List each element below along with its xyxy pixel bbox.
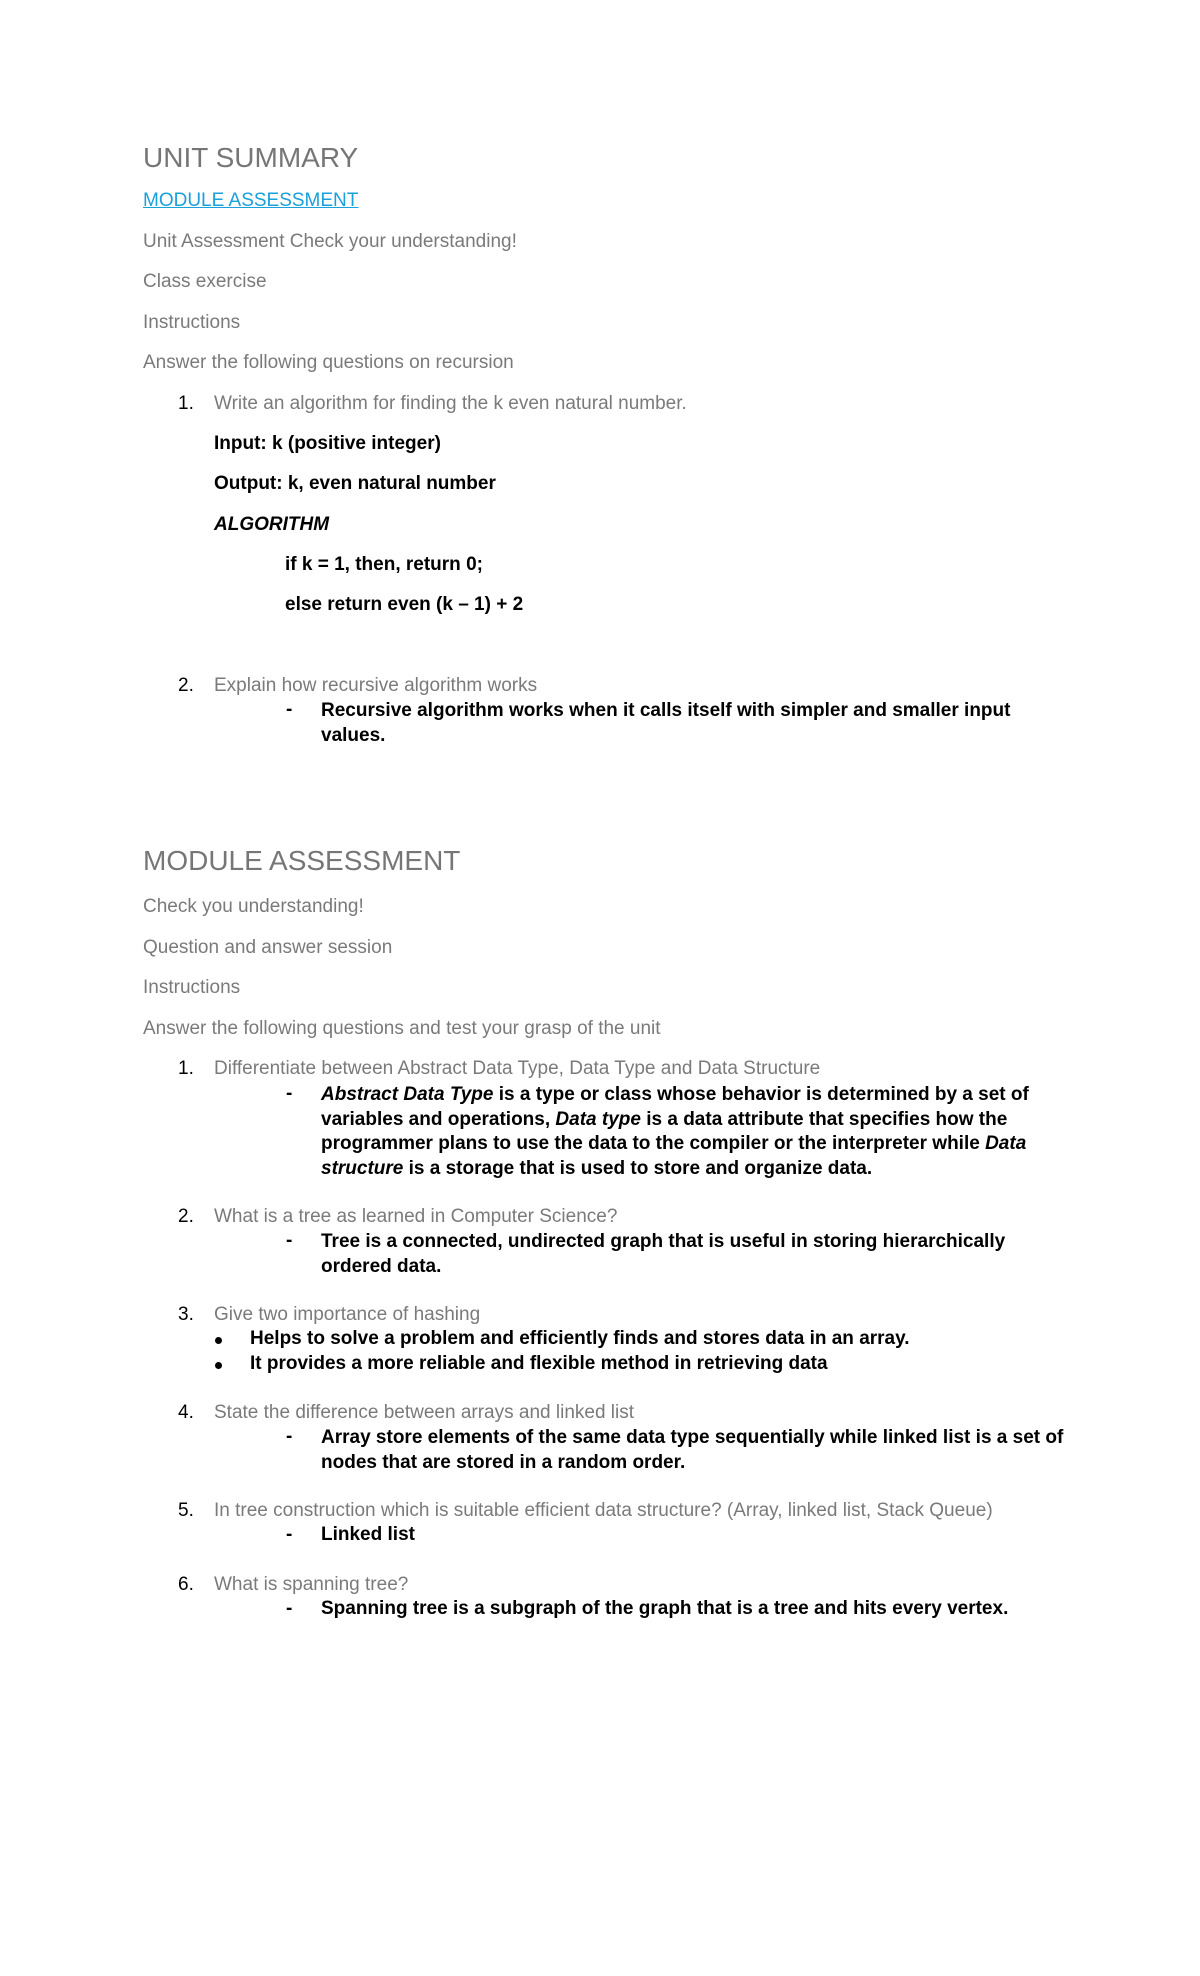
question-number: 4. (178, 1402, 194, 1423)
question-number: 1. (178, 1058, 194, 1079)
answer-text: Linked list (321, 1524, 415, 1545)
question-text: What is spanning tree? (214, 1574, 409, 1595)
question-text: What is a tree as learned in Computer Science? (214, 1206, 618, 1227)
term-data-type: Data type (555, 1108, 641, 1130)
instructions-line: Instructions (143, 312, 241, 333)
dash-marker: - (286, 1598, 293, 1619)
answer-text: Array store elements of the same data type sequentially while linked list is a set of nodes that are stored in a random order. (321, 1427, 1064, 1473)
algorithm-label: ALGORITHM (214, 514, 330, 535)
question-number: 6. (178, 1574, 194, 1595)
question-text: Write an algorithm for finding the k even natural number. (214, 393, 687, 414)
term-data-structure: Data structure (321, 1133, 1027, 1179)
answer-fragment: is a type or class whose behavior is determined by a set of variables and operations, (321, 1084, 1029, 1130)
bullet-text: Helps to solve a problem and efficiently finds and stores data in an array. (250, 1328, 910, 1349)
instructions-line: Instructions (143, 977, 241, 998)
check-understanding-line: Check you understanding! (143, 896, 364, 917)
question-number: 1. (178, 393, 194, 414)
term-abstract-data-type: Abstract Data Type (321, 1084, 494, 1105)
answer-fragment: is a storage that is used to store and organize data. (403, 1157, 873, 1179)
algorithm-line: else return even (k – 1) + 2 (285, 594, 524, 615)
bullet-text: It provides a more reliable and flexible method in retrieving data (250, 1353, 828, 1374)
module-assessment-heading: MODULE ASSESSMENT (143, 845, 461, 876)
question-text: State the difference between arrays and linked list (214, 1402, 635, 1423)
algorithm-line: if k = 1, then, return 0; (285, 554, 483, 575)
question-number: 2. (178, 675, 194, 696)
dash-marker: - (286, 699, 293, 720)
dash-marker: - (286, 1524, 293, 1545)
algorithm-output: Output: k, even natural number (214, 473, 496, 494)
question-number: 5. (178, 1500, 194, 1521)
answer-fragment: is a data attribute that specifies how the programmer plans to use the data to the compiler or the interpreter while (321, 1108, 1008, 1154)
answer-text: Tree is a connected, undirected graph that is useful in storing hierarchically ordered data. (321, 1231, 1006, 1277)
instructions-text: Answer the following questions and test your grasp of the unit (143, 1018, 661, 1039)
answer-text: Spanning tree is a subgraph of the graph that is a tree and hits every vertex. (321, 1598, 1009, 1619)
unit-summary-heading: UNIT SUMMARY (143, 142, 359, 173)
dash-marker: - (286, 1083, 293, 1104)
bullet-icon (215, 1362, 222, 1369)
bullet-icon (215, 1337, 222, 1344)
dash-marker: - (286, 1230, 293, 1251)
question-number: 2. (178, 1206, 194, 1227)
answer-text (321, 1083, 1066, 1181)
instructions-text: Answer the following questions on recursion (143, 352, 514, 373)
question-number: 3. (178, 1304, 194, 1325)
question-text: Explain how recursive algorithm works (214, 675, 538, 696)
question-text: In tree construction which is suitable efficient data structure? (Array, linked list, Stack Queue) (214, 1500, 993, 1521)
question-text: Give two importance of hashing (214, 1304, 481, 1325)
answer-text: Recursive algorithm works when it calls itself with simpler and smaller input values. (321, 700, 1011, 746)
unit-assessment-line: Unit Assessment Check your understanding! (143, 231, 517, 252)
qa-session-line: Question and answer session (143, 937, 393, 958)
module-assessment-link[interactable]: MODULE ASSESSMENT (143, 190, 359, 211)
dash-marker: - (286, 1426, 293, 1447)
class-exercise-line: Class exercise (143, 271, 267, 292)
question-text: Differentiate between Abstract Data Type, Data Type and Data Structure (214, 1058, 821, 1079)
algorithm-input: Input: k (positive integer) (214, 433, 441, 454)
